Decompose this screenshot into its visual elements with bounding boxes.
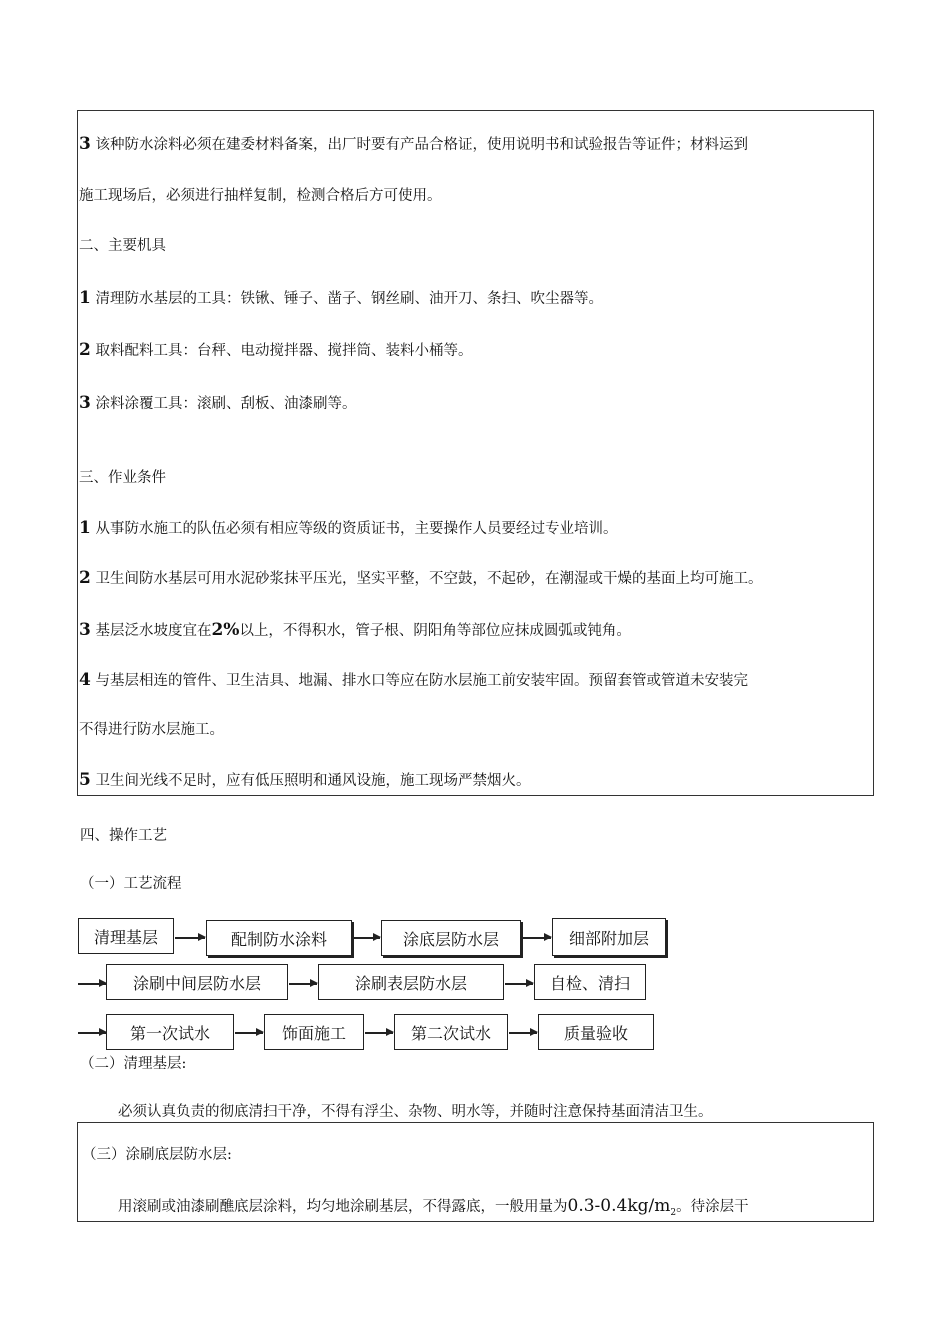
item-number: 3 [79, 620, 91, 640]
requirement-line [79, 134, 748, 155]
flow-step-mix-coating: 配制防水涂料 [206, 920, 352, 956]
flow-arrow [289, 983, 317, 985]
flow-step-second-water-test: 第二次试水 [394, 1014, 508, 1050]
flow-step-surface-layer: 涂刷表层防水层 [318, 964, 504, 1000]
item-text: 取料配料工具：台秤、电动搅拌器、搅拌筒、装料小桶等。 [95, 343, 473, 359]
section-title-operation: 四、操作工艺 [80, 828, 167, 844]
flow-arrow [509, 1032, 537, 1034]
unit-superscript: 2 [670, 1207, 677, 1218]
requirement-line [79, 568, 762, 589]
slope-value: 2% [211, 620, 240, 640]
item-text: 该种防水涂料必须在建委材料备案，出厂时要有产品合格证，使用说明书和试验报告等证件；材料运到 [95, 137, 748, 153]
flow-step-acceptance: 质量验收 [538, 1014, 654, 1050]
requirement-line [79, 288, 603, 309]
requirement-line [79, 236, 166, 256]
requirement-line [79, 620, 631, 641]
flow-step-clean-base: 清理基层 [78, 918, 174, 954]
item-text: 从事防水施工的队伍必须有相应等级的资质证书，主要操作人员要经过专业培训。 [95, 521, 618, 537]
flow-arrow [365, 1032, 393, 1034]
item-number: 2 [79, 340, 91, 360]
requirement-line [79, 393, 356, 414]
item-text-cont: 以上，不得积水，管子根、阴阳角等部位应抹成圆弧或钝角。 [239, 623, 631, 639]
flow-arrow [175, 937, 205, 939]
item-text: 清理防水基层的工具：铁锹、锤子、凿子、钢丝刷、油开刀、条扫、吹尘器等。 [95, 291, 603, 307]
base-layer-text [118, 1196, 749, 1223]
flow-step-middle-layer: 涂刷中间层防水层 [106, 964, 288, 1000]
flow-arrow [78, 983, 106, 985]
flow-arrow [354, 937, 380, 939]
base-layer-text-a: 用滚刷或油漆刷醮底层涂料，均匀地涂刷基层，不得露底，一般用量为 [118, 1199, 568, 1215]
clean-base-title: （二）清理基层: [80, 1056, 187, 1072]
item-text: 卫生间光线不足时，应有低压照明和通风设施，施工现场严禁烟火。 [95, 773, 531, 789]
flow-arrow [505, 983, 533, 985]
item-text: 卫生间防水基层可用水泥砂浆抹平压光，坚实平整，不空鼓，不起砂，在潮湿或干燥的基面上均可施工。 [95, 571, 763, 587]
flow-step-self-check: 自检、清扫 [534, 964, 646, 1000]
item-number: 3 [79, 134, 91, 154]
item-text: 三、作业条件 [79, 470, 166, 486]
item-number: 5 [79, 770, 91, 790]
flow-step-finish: 饰面施工 [264, 1014, 364, 1050]
requirement-line [79, 720, 224, 740]
requirement-line [79, 340, 472, 361]
item-number: 3 [79, 393, 91, 413]
item-text: 不得进行防水层施工。 [79, 722, 224, 738]
item-number: 2 [79, 568, 91, 588]
clean-base-text: 必须认真负责的彻底清扫干净，不得有浮尘、杂物、明水等，并随时注意保持基面清洁卫生。 [118, 1104, 713, 1120]
item-text: 基层泛水坡度宜在 [95, 623, 212, 639]
requirement-line [79, 670, 748, 691]
item-text: 施工现场后，必须进行抽样复制，检测合格后方可使用。 [79, 188, 442, 204]
flow-step-detail-layer: 细部附加层 [552, 918, 666, 956]
requirement-line [79, 770, 530, 791]
item-text: 二、主要机具 [79, 238, 166, 254]
item-number: 1 [79, 518, 91, 538]
flow-arrow [523, 937, 551, 939]
item-text: 涂料涂覆工具：滚刷、刮板、油漆刷等。 [95, 396, 357, 412]
requirement-line [79, 518, 617, 539]
flow-step-base-layer: 涂底层防水层 [381, 920, 521, 956]
item-number: 4 [79, 670, 91, 690]
item-number: 1 [79, 288, 91, 308]
flow-title: （一）工艺流程 [80, 876, 182, 892]
requirement-line [79, 186, 442, 206]
base-layer-title: （三）涂刷底层防水层: [82, 1147, 232, 1163]
usage-amount: 0.3-0.4kg/m [567, 1196, 671, 1216]
flow-arrow [235, 1032, 263, 1034]
flow-step-first-water-test: 第一次试水 [106, 1014, 234, 1050]
flow-arrow [78, 1032, 106, 1034]
item-text: 与基层相连的管件、卫生洁具、地漏、排水口等应在防水层施工前安装牢固。预留套管或管道未安装完 [95, 673, 748, 689]
base-layer-text-b: 。待涂层干 [676, 1199, 749, 1215]
requirement-line [79, 468, 166, 488]
requirements-box [77, 110, 874, 796]
